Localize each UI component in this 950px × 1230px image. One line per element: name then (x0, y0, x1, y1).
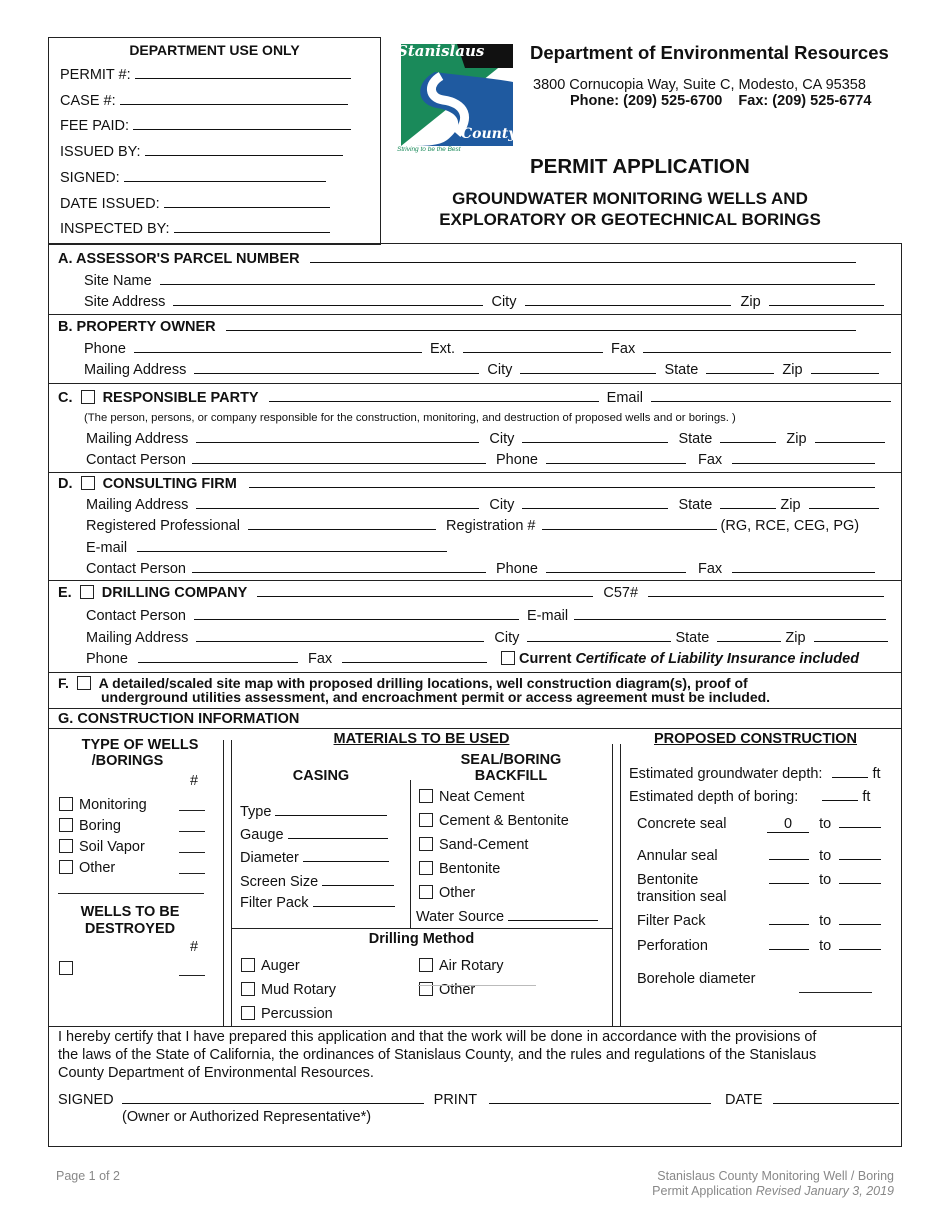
casing-type-row (240, 803, 387, 821)
dept-field-label-signed: SIGNED: (60, 169, 120, 186)
type-other-checkbox[interactable] (59, 860, 73, 874)
drilling-city-input[interactable] (527, 630, 671, 642)
casing-gauge-label: Gauge (240, 827, 284, 843)
consulting-zip-input[interactable] (809, 497, 879, 509)
footer-revision-label: Permit Application (652, 1184, 753, 1198)
wells-destroyed-count-input[interactable] (179, 975, 205, 976)
owner-state-label: State (664, 362, 699, 378)
responsible-contact-label: Contact Person (86, 452, 186, 468)
owner-representative-label: (Owner or Authorized Representative*) (122, 1109, 372, 1125)
responsible-fax-label: Fax (698, 452, 723, 468)
signed-label: SIGNED (58, 1092, 114, 1108)
type-other-label: Other (79, 860, 116, 876)
concrete-seal-from-input[interactable]: 0 (767, 816, 809, 833)
drilling-fax-input[interactable] (342, 651, 487, 663)
drilling-email-label: E-mail (527, 608, 569, 624)
page-title: PERMIT APPLICATION (530, 155, 750, 178)
dept-field-label-case: CASE #: (60, 92, 116, 109)
responsible-fax-input[interactable] (732, 452, 875, 464)
dept-field-label-fee-paid: FEE PAID: (60, 118, 130, 135)
water-source-row (416, 908, 598, 926)
filter-pack-row (637, 912, 881, 930)
consulting-fax-input[interactable] (732, 561, 875, 573)
column-separator-2a (612, 744, 613, 1026)
divider-b-c (48, 383, 902, 384)
section-g-heading: G. CONSTRUCTION INFORMATION (58, 711, 300, 727)
responsible-city-input[interactable] (522, 431, 668, 443)
perforation-to-input[interactable] (839, 938, 881, 950)
seal-heading-2: BACKFILL (474, 768, 548, 784)
owner-ext-input[interactable] (463, 341, 603, 353)
casing-filter-pack-label: Filter Pack (240, 895, 309, 911)
seal-other-row (419, 884, 475, 902)
seal-bentonite-checkbox[interactable] (419, 861, 433, 875)
section-c-letter: C. (58, 390, 73, 406)
casing-diameter-input[interactable] (303, 850, 389, 862)
divider-drilling-method (231, 928, 612, 929)
responsible-party-note: (The person, persons, or company responsible for the construction, monitoring, and destruction of proposed wells and or borings. ) (84, 412, 736, 424)
filter-pack-to-label: to (819, 913, 832, 929)
filter-pack-label: Filter Pack (637, 913, 706, 929)
consulting-email-row (86, 539, 447, 557)
type-other-count-input[interactable] (179, 873, 205, 874)
seal-heading-1: SEAL/BORING (460, 752, 562, 768)
consulting-fax-label: Fax (698, 561, 723, 577)
concrete-seal-row (637, 815, 881, 833)
section-a-heading: A. ASSESSOR'S PARCEL NUMBER (58, 251, 300, 267)
property-owner-input[interactable] (226, 319, 856, 331)
owner-zip-input[interactable] (811, 362, 879, 374)
responsible-party-input[interactable] (269, 390, 599, 402)
owner-mailing-input[interactable] (194, 362, 479, 374)
column-separator-materials (410, 780, 411, 928)
type-wells-count-header: # (190, 773, 199, 789)
gw-depth-input[interactable] (832, 766, 868, 778)
annular-seal-label: Annular seal (637, 848, 718, 864)
registered-professional-input[interactable] (248, 518, 436, 530)
consulting-mailing-input[interactable] (196, 497, 479, 509)
drilling-mud-rotary-row (241, 981, 336, 999)
drilling-other-input[interactable] (418, 985, 536, 986)
owner-zip-label: Zip (782, 362, 803, 378)
wells-destroyed-heading-2: DESTROYED (84, 921, 176, 937)
bentonite-seal-label: Bentonite (637, 872, 699, 888)
responsible-zip-input[interactable] (815, 431, 885, 443)
divider-e-f (48, 672, 902, 673)
responsible-state-input[interactable] (720, 431, 776, 443)
perforation-label: Perforation (637, 938, 708, 954)
drilling-contact-row (86, 607, 886, 625)
consulting-mailing-row (86, 496, 879, 514)
type-soil-vapor-label: Soil Vapor (79, 839, 145, 855)
bentonite-seal-to-input[interactable] (839, 872, 881, 884)
drilling-contact-input[interactable] (194, 608, 519, 620)
dept-field-input-signed[interactable] (124, 170, 326, 182)
consulting-mailing-label: Mailing Address (86, 497, 189, 513)
type-monitoring-checkbox[interactable] (59, 797, 73, 811)
type-soil-vapor-count-input[interactable] (179, 852, 205, 853)
water-source-input[interactable] (508, 909, 598, 921)
type-boring-count-input[interactable] (179, 831, 205, 832)
dept-field-row (60, 117, 351, 135)
perforation-row (637, 937, 881, 955)
drilling-percussion-row (241, 1005, 333, 1023)
responsible-zip-label: Zip (786, 431, 807, 447)
section-e-heading: DRILLING COMPANY (101, 585, 248, 601)
seal-other-checkbox[interactable] (419, 885, 433, 899)
divider-a-b (48, 314, 902, 315)
responsible-email-input[interactable] (651, 390, 891, 402)
parcel-number-input[interactable] (310, 251, 856, 263)
seal-sand-cement-row (419, 836, 528, 854)
footer-page-number: Page 1 of 2 (56, 1169, 120, 1183)
consulting-state-label: State (678, 497, 713, 513)
casing-screen-size-label: Screen Size (240, 874, 319, 890)
owner-mailing-row (84, 361, 879, 379)
owner-phone-label: Phone (84, 341, 126, 357)
drilling-percussion-label: Percussion (261, 1006, 333, 1022)
drilling-auger-row (241, 957, 300, 975)
dept-field-input-fee-paid[interactable] (133, 118, 351, 130)
drilling-state-input[interactable] (717, 630, 781, 642)
drilling-air-rotary-row (419, 957, 503, 975)
owner-city-input[interactable] (520, 362, 656, 374)
type-boring-checkbox[interactable] (59, 818, 73, 832)
type-other-line[interactable] (58, 893, 204, 894)
proposed-heading: PROPOSED CONSTRUCTION (654, 731, 858, 747)
responsible-mailing-label: Mailing Address (86, 431, 189, 447)
signature-row (58, 1091, 899, 1109)
dept-field-label-inspected-by: INSPECTED BY: (60, 221, 170, 238)
type-boring-label: Boring (79, 818, 121, 834)
consulting-city-label: City (489, 497, 515, 513)
casing-type-label: Type (240, 804, 272, 820)
county-logo (395, 42, 517, 154)
section-f-letter: F. (58, 675, 69, 691)
dept-field-input-issued-by[interactable] (145, 144, 343, 156)
dept-field-row (60, 169, 326, 187)
site-name-label: Site Name (84, 273, 152, 289)
signature-input[interactable] (122, 1092, 424, 1104)
responsible-contact-input[interactable] (192, 452, 486, 464)
seal-cement-bentonite-checkbox[interactable] (419, 813, 433, 827)
seal-sand-cement-checkbox[interactable] (419, 837, 433, 851)
drilling-zip-label: Zip (785, 630, 806, 646)
boring-depth-input[interactable] (822, 789, 858, 801)
seal-neat-cement-row (419, 788, 524, 806)
drilling-fax-label: Fax (308, 651, 333, 667)
seal-cement-bentonite-label: Cement & Bentonite (439, 813, 569, 829)
seal-sand-cement-label: Sand-Cement (439, 837, 529, 853)
responsible-email-label: Email (606, 390, 643, 406)
drilling-city-label: City (494, 630, 520, 646)
section-d-letter: D. (58, 476, 73, 492)
type-monitoring-row (59, 796, 147, 814)
owner-fax-input[interactable] (643, 341, 891, 353)
responsible-phone-input[interactable] (546, 452, 686, 464)
drilling-company-input[interactable] (257, 585, 593, 597)
drilling-other-row (419, 981, 475, 999)
casing-diameter-row (240, 849, 389, 867)
borehole-diameter-input[interactable] (799, 992, 872, 993)
bentonite-seal-label-2: transition seal (637, 889, 727, 905)
dept-field-label-permit: PERMIT #: (60, 67, 131, 83)
responsible-mailing-row (86, 430, 885, 448)
drilling-mud-rotary-checkbox[interactable] (241, 982, 255, 996)
section-f-line-1: A detailed/scaled site map with proposed drilling locations, well construction diagram(s), proof of (98, 675, 748, 691)
dept-field-label-issued-by: ISSUED BY: (60, 144, 141, 161)
drilling-other-label: Other (439, 982, 476, 998)
date-label: DATE (724, 1092, 763, 1108)
divider-g-cert (48, 1026, 902, 1027)
boring-depth-label: Estimated depth of boring: (629, 789, 799, 805)
owner-phone-input[interactable] (134, 341, 422, 353)
drilling-mailing-row (86, 629, 888, 647)
footer-revision-date: Revised January 3, 2019 (755, 1184, 894, 1198)
site-address-label: Site Address (84, 294, 166, 310)
dept-field-input-inspected-by[interactable] (174, 221, 330, 233)
responsible-city-label: City (489, 431, 515, 447)
drilling-auger-checkbox[interactable] (241, 958, 255, 972)
casing-gauge-input[interactable] (288, 827, 388, 839)
registration-types-label: (RG, RCE, CEG, PG) (720, 518, 860, 534)
seal-bentonite-row (419, 860, 500, 878)
bentonite-seal-to-label: to (819, 872, 832, 888)
department-name: Department of Environmental Resources (530, 42, 889, 63)
type-monitoring-count-input[interactable] (179, 810, 205, 811)
gw-depth-unit: ft (872, 766, 881, 782)
type-wells-heading-1: TYPE OF WELLS (81, 737, 199, 753)
owner-state-input[interactable] (706, 362, 774, 374)
registration-number-input[interactable] (542, 518, 717, 530)
concrete-seal-label: Concrete seal (637, 816, 727, 832)
site-name-row (84, 272, 875, 290)
site-name-input[interactable] (160, 273, 875, 285)
drilling-email-input[interactable] (574, 608, 886, 620)
section-f-line-2: underground utilities assessment, and encroachment permit or access agreement must be included. (101, 689, 771, 705)
wells-destroyed-heading-1: WELLS TO BE (80, 904, 180, 920)
casing-type-input[interactable] (275, 804, 387, 816)
section-d-heading: CONSULTING FIRM (102, 476, 237, 492)
site-address-input[interactable] (173, 294, 483, 306)
drilling-state-label: State (675, 630, 710, 646)
insurance-label-bold: Current (519, 651, 572, 667)
dept-field-row (60, 220, 330, 238)
footer-revision (652, 1182, 894, 1200)
drilling-auger-label: Auger (261, 958, 300, 974)
filter-pack-from-input[interactable] (769, 913, 809, 925)
logo-top-text: Stanislaus (397, 42, 485, 60)
materials-heading: MATERIALS TO BE USED (333, 731, 510, 747)
perforation-to-label: to (819, 938, 832, 954)
annular-seal-to-label: to (819, 848, 832, 864)
site-city-input[interactable] (525, 294, 731, 306)
casing-screen-size-input[interactable] (322, 874, 394, 886)
drilling-percussion-checkbox[interactable] (241, 1006, 255, 1020)
casing-diameter-label: Diameter (240, 850, 299, 866)
consulting-contact-label: Contact Person (86, 561, 186, 577)
drilling-contact-label: Contact Person (86, 608, 186, 624)
borehole-diameter-label: Borehole diameter (637, 971, 756, 987)
drilling-zip-input[interactable] (814, 630, 888, 642)
drilling-method-heading: Drilling Method (368, 931, 475, 947)
section-a-parcel (58, 250, 856, 268)
owner-city-label: City (487, 362, 513, 378)
consulting-email-label: E-mail (86, 540, 128, 556)
drilling-air-rotary-checkbox[interactable] (419, 958, 433, 972)
bentonite-seal-from-input[interactable] (769, 872, 809, 884)
certification-text-1: I hereby certify that I have prepared this application and that the work will be done in accordance with the provisions of (58, 1029, 817, 1045)
department-use-title: DEPARTMENT USE ONLY (129, 42, 300, 58)
page-subtitle-1: GROUNDWATER MONITORING WELLS AND (452, 189, 808, 208)
boring-depth-unit: ft (862, 789, 871, 805)
responsible-state-label: State (678, 431, 713, 447)
department-address: 3800 Cornucopia Way, Suite C, Modesto, CA 95358 (533, 77, 866, 93)
section-b-heading: B. PROPERTY OWNER (58, 319, 216, 335)
registered-professional-row (86, 517, 859, 535)
boring-depth-row (629, 788, 870, 806)
casing-gauge-row (240, 826, 388, 844)
page-subtitle-2: EXPLORATORY OR GEOTECHNICAL BORINGS (439, 210, 821, 229)
site-zip-label: Zip (740, 294, 761, 310)
insurance-row (501, 650, 859, 668)
gw-depth-label: Estimated groundwater depth: (629, 766, 823, 782)
type-monitoring-label: Monitoring (79, 797, 147, 813)
divider-d-e (48, 580, 902, 581)
owner-mailing-label: Mailing Address (84, 362, 187, 378)
section-b-owner (58, 318, 856, 336)
section-e-letter: E. (58, 585, 72, 601)
certification-text-2: the laws of the State of California, the ordinances of Stanislaus County, and the rules and regulations of the Stanislaus (58, 1047, 817, 1063)
casing-filter-pack-input[interactable] (313, 895, 395, 907)
divider-f-g (48, 708, 902, 709)
wells-destroyed-checkbox[interactable] (59, 961, 73, 975)
drilling-phone-label: Phone (86, 651, 128, 667)
drilling-company-checkbox[interactable] (80, 585, 94, 599)
dept-field-row (60, 143, 343, 161)
consulting-contact-row (86, 560, 875, 578)
owner-ext-label: Ext. (430, 341, 455, 357)
section-e-drilling (58, 584, 884, 602)
logo-bottom-text: County (461, 126, 517, 142)
print-name-input[interactable] (489, 1092, 711, 1104)
dept-field-row (60, 195, 330, 213)
responsible-contact-row (86, 451, 875, 469)
type-other-row (59, 859, 115, 877)
responsible-party-checkbox[interactable] (81, 390, 95, 404)
drilling-mailing-input[interactable] (196, 630, 484, 642)
column-separator-1a (223, 740, 224, 1026)
insurance-checkbox[interactable] (501, 651, 515, 665)
annular-seal-from-input[interactable] (769, 848, 809, 860)
print-label: PRINT (433, 1092, 477, 1108)
consulting-email-input[interactable] (137, 540, 447, 552)
seal-bentonite-label: Bentonite (439, 861, 501, 877)
consulting-zip-label: Zip (780, 497, 801, 513)
column-separator-2b (620, 744, 621, 1026)
logo-tagline: Striving to be the Best (397, 146, 461, 153)
consulting-phone-label: Phone (496, 561, 538, 577)
drilling-phone-input[interactable] (138, 651, 298, 663)
seal-neat-cement-label: Neat Cement (439, 789, 525, 805)
water-source-label: Water Source (416, 909, 505, 925)
consulting-firm-input[interactable] (249, 476, 875, 488)
bentonite-seal-row (637, 871, 881, 889)
dept-field-row (60, 66, 351, 84)
owner-fax-label: Fax (611, 341, 636, 357)
type-soil-vapor-checkbox[interactable] (59, 839, 73, 853)
concrete-seal-to-input[interactable] (839, 816, 881, 828)
seal-neat-cement-checkbox[interactable] (419, 789, 433, 803)
perforation-from-input[interactable] (769, 938, 809, 950)
concrete-seal-to-label: to (819, 816, 832, 832)
responsible-phone-label: Phone (496, 452, 538, 468)
divider-g-heading (48, 728, 902, 729)
type-wells-heading-2: /BORINGS (91, 753, 164, 769)
department-phone-fax: Phone: (209) 525-6700 Fax: (209) 525-6774 (570, 93, 872, 109)
type-boring-row (59, 817, 121, 835)
gw-depth-row (629, 765, 881, 783)
registered-professional-label: Registered Professional (86, 518, 240, 534)
casing-screen-size-row (240, 873, 394, 891)
divider-c-d (48, 472, 902, 473)
casing-filter-pack-row (240, 894, 395, 912)
site-zip-input[interactable] (769, 294, 884, 306)
dept-field-row (60, 92, 348, 110)
responsible-mailing-input[interactable] (196, 431, 479, 443)
dept-field-input-permit[interactable] (135, 67, 351, 79)
consulting-city-input[interactable] (522, 497, 668, 509)
seal-cement-bentonite-row (419, 812, 569, 830)
dept-field-input-case[interactable] (120, 93, 348, 105)
annular-seal-to-input[interactable] (839, 848, 881, 860)
owner-phone-row (84, 340, 891, 358)
c57-input[interactable] (648, 585, 884, 597)
section-c-heading: RESPONSIBLE PARTY (102, 390, 259, 406)
drilling-mud-rotary-label: Mud Rotary (261, 982, 336, 998)
wells-destroyed-count-header: # (190, 939, 199, 955)
site-city-label: City (491, 294, 517, 310)
consulting-state-input[interactable] (720, 497, 776, 509)
consulting-firm-checkbox[interactable] (81, 476, 95, 490)
registration-number-label: Registration # (446, 518, 536, 534)
drilling-mailing-label: Mailing Address (86, 630, 189, 646)
dept-field-input-date-issued[interactable] (164, 196, 330, 208)
insurance-label-italic: Certificate of Liability Insurance included (575, 651, 860, 667)
footer-form-name: Stanislaus County Monitoring Well / Boring (657, 1169, 894, 1183)
seal-other-label: Other (439, 885, 476, 901)
c57-label: C57# (603, 585, 639, 601)
consulting-phone-input[interactable] (546, 561, 686, 573)
dept-field-label-date-issued: DATE ISSUED: (60, 195, 160, 212)
filter-pack-to-input[interactable] (839, 913, 881, 925)
section-d-consulting (58, 475, 875, 493)
date-input[interactable] (773, 1092, 899, 1104)
site-address-row (84, 293, 884, 311)
drilling-air-rotary-label: Air Rotary (439, 958, 504, 974)
annular-seal-row (637, 847, 881, 865)
casing-heading: CASING (292, 768, 350, 784)
section-c-responsible (58, 389, 891, 407)
site-map-checkbox[interactable] (77, 676, 91, 690)
consulting-contact-input[interactable] (192, 561, 486, 573)
drilling-phone-row (86, 650, 487, 668)
certification-text-3: County Department of Environmental Resources. (58, 1065, 374, 1081)
type-soil-vapor-row (59, 838, 145, 856)
